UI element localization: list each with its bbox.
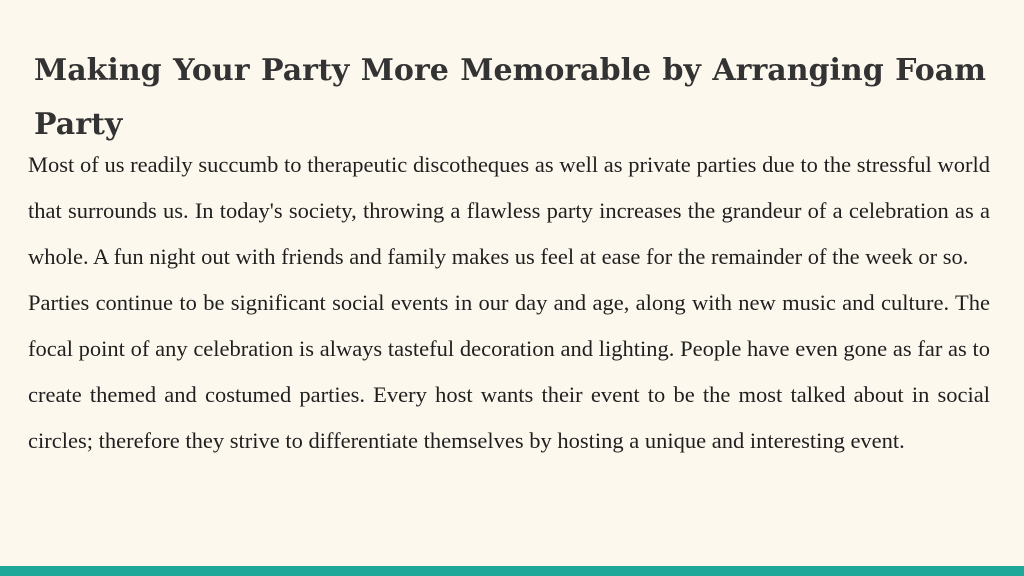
paragraph-2: Parties continue to be significant social events in our day and age, along with new music and culture. The focal point of any celebration is always tasteful decoration and lighting. People have even gone as far as to create themed and costumed parties. Every host wants their event to be the most talked about in social circles; therefore they strive to differentiate themselves by hosting a unique and interesting event. (28, 290, 990, 453)
bottom-accent-bar (0, 566, 1024, 576)
slide-title: Making Your Party More Memorable by Arranging Foam Party (34, 53, 986, 142)
slide-body (28, 142, 990, 464)
paragraph-1: Most of us readily succumb to therapeutic discotheques as well as private parties due to the stressful world that surrounds us. In today's society, throwing a flawless party increases the grandeur of a celebration as a whole. A fun night out with friends and family makes us feel at ease for the remainder of the week or so. (28, 152, 990, 269)
